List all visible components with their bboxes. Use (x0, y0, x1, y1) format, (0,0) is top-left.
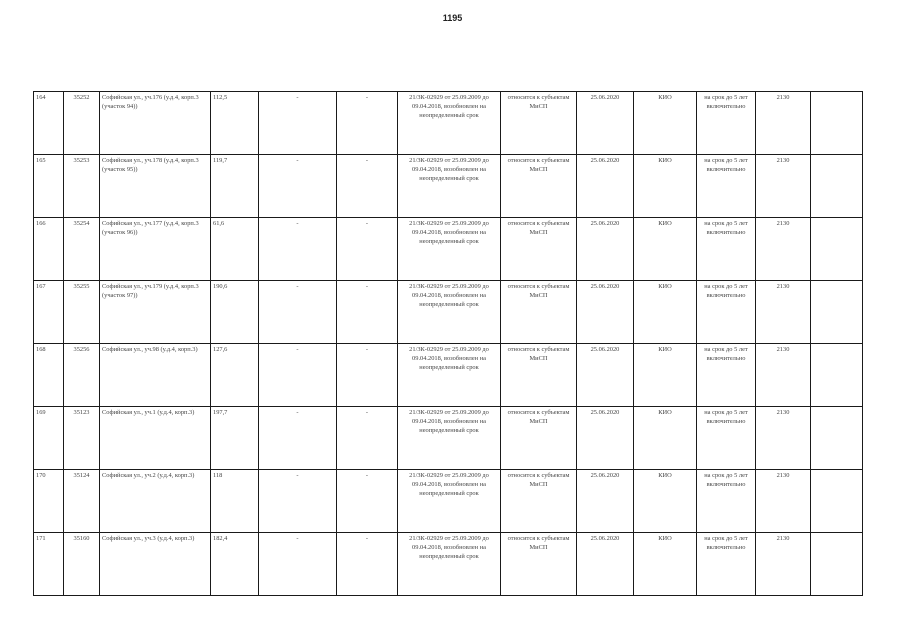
code-cell: 2130 (756, 470, 811, 533)
empty-cell (811, 155, 863, 218)
row-number-cell: 170 (34, 470, 64, 533)
organization-cell: КИО (634, 92, 697, 155)
cadastral-number-cell: 35254 (64, 218, 100, 281)
empty-cell (811, 470, 863, 533)
cadastral-number-cell: 35253 (64, 155, 100, 218)
term-cell: на срок до 5 лет включительно (697, 533, 756, 596)
address-cell: Софийская ул., уч.176 (у.д.4, корп.3 (участок 94)) (100, 92, 211, 155)
column-6-cell: - (337, 155, 398, 218)
page-number: 1195 (442, 13, 463, 23)
empty-cell (811, 344, 863, 407)
column-6-cell: - (337, 92, 398, 155)
row-number-cell: 169 (34, 407, 64, 470)
column-6-cell: - (337, 470, 398, 533)
area-cell: 118 (211, 470, 259, 533)
lease-document-cell: 21/ЗК-02929 от 25.09.2009 до 09.04.2018, возобновлен на неопределенный срок (398, 407, 501, 470)
code-cell: 2130 (756, 218, 811, 281)
date-cell: 25.06.2020 (577, 470, 634, 533)
lease-document-cell: 21/ЗК-02929 от 25.09.2009 до 09.04.2018, возобновлен на неопределенный срок (398, 533, 501, 596)
date-cell: 25.06.2020 (577, 533, 634, 596)
address-cell: Софийская ул., уч.3 (у.д.4, корп.3) (100, 533, 211, 596)
table-row (34, 407, 863, 470)
relation-cell: относится к субъектам МиСП (501, 344, 577, 407)
lease-document-cell: 21/ЗК-02929 от 25.09.2009 до 09.04.2018, возобновлен на неопределенный срок (398, 344, 501, 407)
relation-cell: относится к субъектам МиСП (501, 92, 577, 155)
cadastral-number-cell: 35256 (64, 344, 100, 407)
date-cell: 25.06.2020 (577, 344, 634, 407)
registry-rows (34, 92, 863, 596)
empty-cell (811, 92, 863, 155)
organization-cell: КИО (634, 218, 697, 281)
organization-cell: КИО (634, 344, 697, 407)
empty-cell (811, 407, 863, 470)
column-6-cell: - (337, 407, 398, 470)
row-number-cell: 166 (34, 218, 64, 281)
row-number-cell: 171 (34, 533, 64, 596)
area-cell: 61,6 (211, 218, 259, 281)
column-6-cell: - (337, 533, 398, 596)
date-cell: 25.06.2020 (577, 281, 634, 344)
column-5-cell: - (259, 470, 337, 533)
area-cell: 190,6 (211, 281, 259, 344)
column-5-cell: - (259, 92, 337, 155)
term-cell: на срок до 5 лет включительно (697, 281, 756, 344)
registry-table (33, 91, 863, 596)
column-6-cell: - (337, 344, 398, 407)
date-cell: 25.06.2020 (577, 218, 634, 281)
relation-cell: относится к субъектам МиСП (501, 470, 577, 533)
table-row (34, 470, 863, 533)
lease-document-cell: 21/ЗК-02929 от 25.09.2009 до 09.04.2018, возобновлен на неопределенный срок (398, 155, 501, 218)
organization-cell: КИО (634, 155, 697, 218)
cadastral-number-cell: 35252 (64, 92, 100, 155)
cadastral-number-cell: 35123 (64, 407, 100, 470)
address-cell: Софийская ул., уч.2 (у.д.4, корп.3) (100, 470, 211, 533)
address-cell: Софийская ул., уч.1 (у.д.4, корп.3) (100, 407, 211, 470)
lease-document-cell: 21/ЗК-02929 от 25.09.2009 до 09.04.2018, возобновлен на неопределенный срок (398, 470, 501, 533)
column-5-cell: - (259, 407, 337, 470)
code-cell: 2130 (756, 155, 811, 218)
empty-cell (811, 281, 863, 344)
address-cell: Софийская ул., уч.178 (у.д.4, корп.3 (участок 95)) (100, 155, 211, 218)
row-number-cell: 164 (34, 92, 64, 155)
date-cell: 25.06.2020 (577, 92, 634, 155)
term-cell: на срок до 5 лет включительно (697, 470, 756, 533)
area-cell: 119,7 (211, 155, 259, 218)
relation-cell: относится к субъектам МиСП (501, 281, 577, 344)
column-6-cell: - (337, 281, 398, 344)
relation-cell: относится к субъектам МиСП (501, 155, 577, 218)
table-row (34, 155, 863, 218)
area-cell: 197,7 (211, 407, 259, 470)
organization-cell: КИО (634, 470, 697, 533)
empty-cell (811, 218, 863, 281)
column-5-cell: - (259, 218, 337, 281)
column-5-cell: - (259, 155, 337, 218)
date-cell: 25.06.2020 (577, 407, 634, 470)
area-cell: 182,4 (211, 533, 259, 596)
organization-cell: КИО (634, 407, 697, 470)
relation-cell: относится к субъектам МиСП (501, 533, 577, 596)
code-cell: 2130 (756, 533, 811, 596)
term-cell: на срок до 5 лет включительно (697, 92, 756, 155)
table-row (34, 281, 863, 344)
term-cell: на срок до 5 лет включительно (697, 407, 756, 470)
code-cell: 2130 (756, 92, 811, 155)
term-cell: на срок до 5 лет включительно (697, 218, 756, 281)
table-row (34, 92, 863, 155)
term-cell: на срок до 5 лет включительно (697, 155, 756, 218)
cadastral-number-cell: 35255 (64, 281, 100, 344)
cadastral-number-cell: 35160 (64, 533, 100, 596)
address-cell: Софийская ул., уч.177 (у.д.4, корп.3 (участок 96)) (100, 218, 211, 281)
term-cell: на срок до 5 лет включительно (697, 344, 756, 407)
address-cell: Софийская ул., уч.179 (у.д.4, корп.3 (участок 97)) (100, 281, 211, 344)
code-cell: 2130 (756, 281, 811, 344)
address-cell: Софийская ул., уч.98 (у.д.4, корп.3) (100, 344, 211, 407)
relation-cell: относится к субъектам МиСП (501, 218, 577, 281)
row-number-cell: 168 (34, 344, 64, 407)
code-cell: 2130 (756, 344, 811, 407)
lease-document-cell: 21/ЗК-02929 от 25.09.2009 до 09.04.2018, возобновлен на неопределенный срок (398, 281, 501, 344)
table-row (34, 344, 863, 407)
relation-cell: относится к субъектам МиСП (501, 407, 577, 470)
cadastral-number-cell: 35124 (64, 470, 100, 533)
column-5-cell: - (259, 344, 337, 407)
table-row (34, 218, 863, 281)
lease-document-cell: 21/ЗК-02929 от 25.09.2009 до 09.04.2018, возобновлен на неопределенный срок (398, 92, 501, 155)
area-cell: 127,6 (211, 344, 259, 407)
date-cell: 25.06.2020 (577, 155, 634, 218)
column-6-cell: - (337, 218, 398, 281)
code-cell: 2130 (756, 407, 811, 470)
empty-cell (811, 533, 863, 596)
column-5-cell: - (259, 281, 337, 344)
row-number-cell: 165 (34, 155, 64, 218)
row-number-cell: 167 (34, 281, 64, 344)
organization-cell: КИО (634, 281, 697, 344)
area-cell: 112,5 (211, 92, 259, 155)
table-row (34, 533, 863, 596)
column-5-cell: - (259, 533, 337, 596)
lease-document-cell: 21/ЗК-02929 от 25.09.2009 до 09.04.2018, возобновлен на неопределенный срок (398, 218, 501, 281)
organization-cell: КИО (634, 533, 697, 596)
